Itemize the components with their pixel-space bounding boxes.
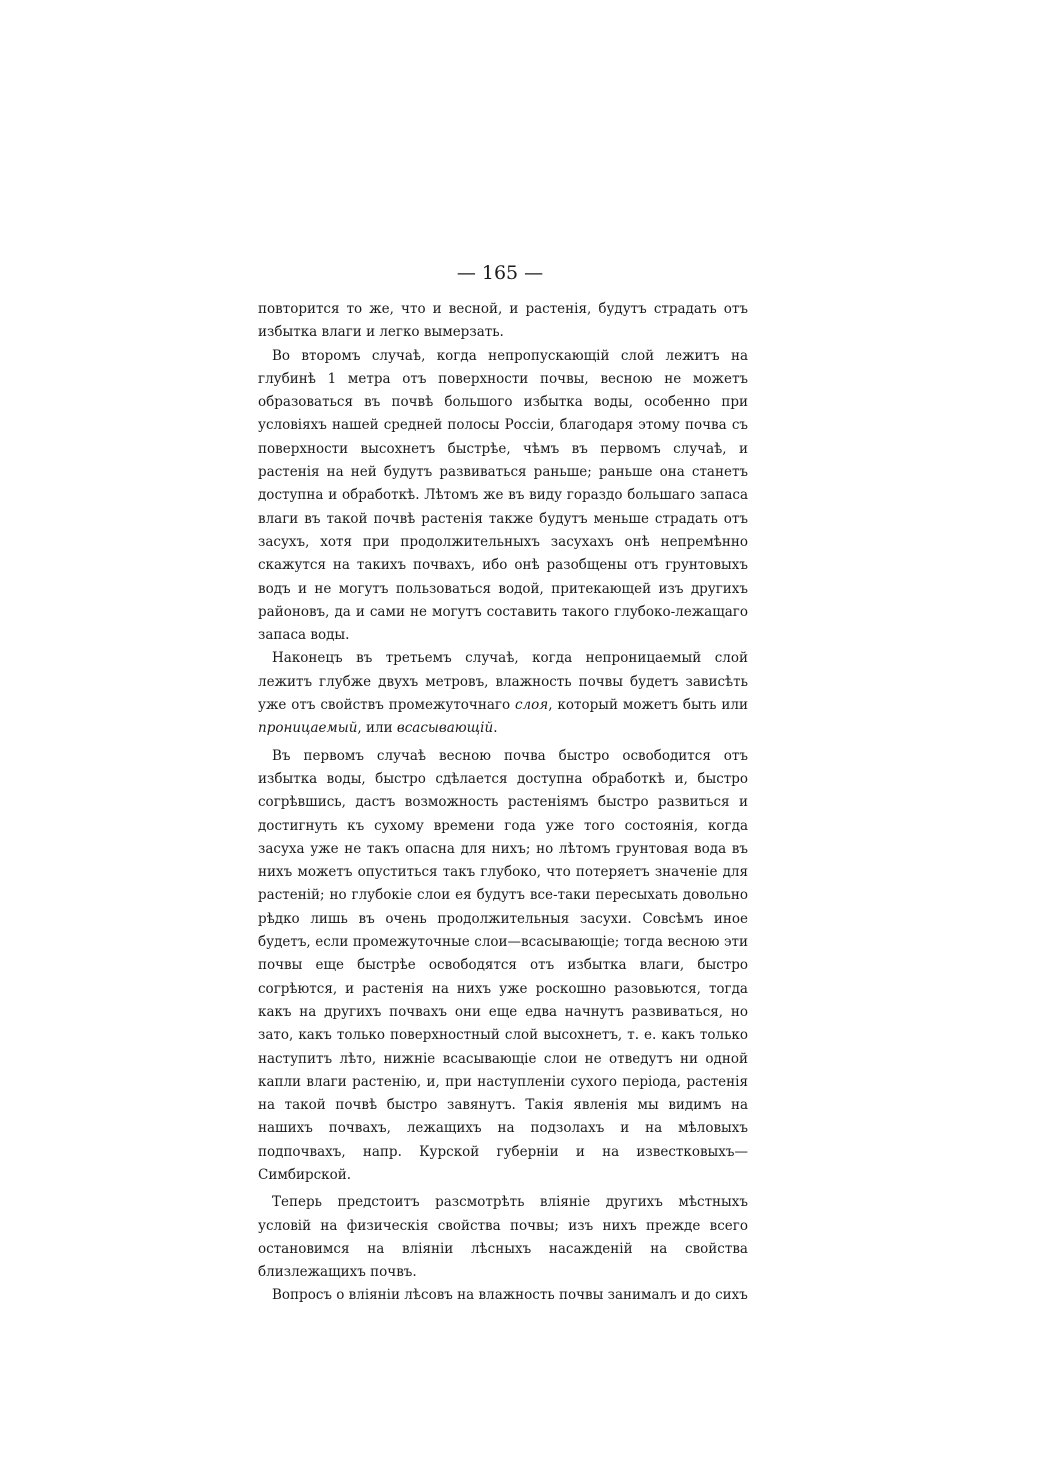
paragraph-6: Вопросъ о вліяніи лѣсовъ на влажность почвы занималъ и до сихъ xyxy=(272,1287,748,1304)
paragraph-5: Теперь предстоитъ разсмотрѣть вліяніе другихъ мѣстныхъ условій на физическія свойства почвы; изъ нихъ прежде всего остановимся на вліяніи лѣсныхъ насажденій на свойства близлежащихъ почвъ. xyxy=(258,1194,748,1281)
paragraph-3-emph-pronitsaemy: проницаемый xyxy=(258,720,358,737)
page-number: — 165 — xyxy=(456,262,544,284)
paragraph-1: повторится то же, что и весной, и растенія, будутъ страдать отъ избытка влаги и легко вымерзать. xyxy=(258,301,748,341)
paragraph-3 xyxy=(258,647,748,740)
paragraph-3-emph-vsasyvayushchy: всасывающій xyxy=(396,720,494,737)
paragraph-3-text-a: Наконецъ въ третьемъ случаѣ, когда непроницаемый слой лежитъ глубже двухъ метровъ, влажность почвы будетъ зависѣть уже отъ свойствъ промежуточнаго xyxy=(258,650,748,714)
paragraph-3-text-c: , который можетъ быть или xyxy=(548,697,748,714)
paragraph-3-text-e: , или xyxy=(357,720,397,737)
body-text xyxy=(258,298,748,1308)
paragraph-3-text-g: . xyxy=(493,720,498,737)
paragraph-3-emph-sloya: слоя xyxy=(515,697,549,714)
paragraph-2: Во второмъ случаѣ, когда непропускающій слой лежитъ на глубинѣ 1 метра отъ поверхности почвы, весною не можетъ образоваться въ почвѣ большого избытка воды, особенно при условіяхъ нашей средней полосы Россіи, благодаря этому почва съ поверхности высохнетъ быстрѣе, чѣмъ въ первомъ случаѣ, и растенія на ней будутъ развиваться раньше; раньше она станетъ доступна и обработкѣ. Лѣтомъ же въ виду гораздо большаго запаса влаги въ такой почвѣ растенія также будутъ меньше страдать отъ засухъ, хотя при продолжительныхъ засухахъ онѣ непремѣнно скажутся на такихъ почвахъ, ибо онѣ разобщены отъ грунтовыхъ водъ и не могутъ пользоваться водой, притекающей изъ другихъ районовъ, да и сами не могутъ составить такого глубоко-лежащаго запаса воды. xyxy=(258,347,748,644)
paragraph-4: Въ первомъ случаѣ весною почва быстро освободится отъ избытка воды, быстро сдѣлается доступна обработкѣ и, быстро согрѣвшись, дастъ возможность растеніямъ быстро развиться и достигнуть къ сухому времени года уже того состоянія, когда засуха уже не такъ опасна для нихъ; но лѣтомъ грунтовая вода въ нихъ можетъ опуститься такъ глубоко, что потеряетъ значеніе для растеній; но глубокіе слои ея будутъ все-таки пересыхать довольно рѣдко лишь въ очень продолжительныя засухи. Совсѣмъ иное будетъ, если промежуточные слои—всасывающіе; тогда весною эти почвы еще быстрѣе освободятся отъ избытка влаги, быстро согрѣются, и растенія на нихъ уже роскошно разовьются, тогда какъ на другихъ почвахъ они еще едва начнутъ развиваться, но зато, какъ только поверхностный слой высохнетъ, т. е. какъ только наступитъ лѣто, нижніе всасывающіе слои не отведутъ ни одной капли влаги растенію, и, при наступленіи сухого періода, растенія на такой почвѣ быстро завянутъ. Такія явленія мы видимъ на нашихъ почвахъ, лежащихъ на подзолахъ и на мѣловыхъ подпочвахъ, напр. Курской губерніи и на известковыхъ—Симбирской. xyxy=(258,747,748,1183)
